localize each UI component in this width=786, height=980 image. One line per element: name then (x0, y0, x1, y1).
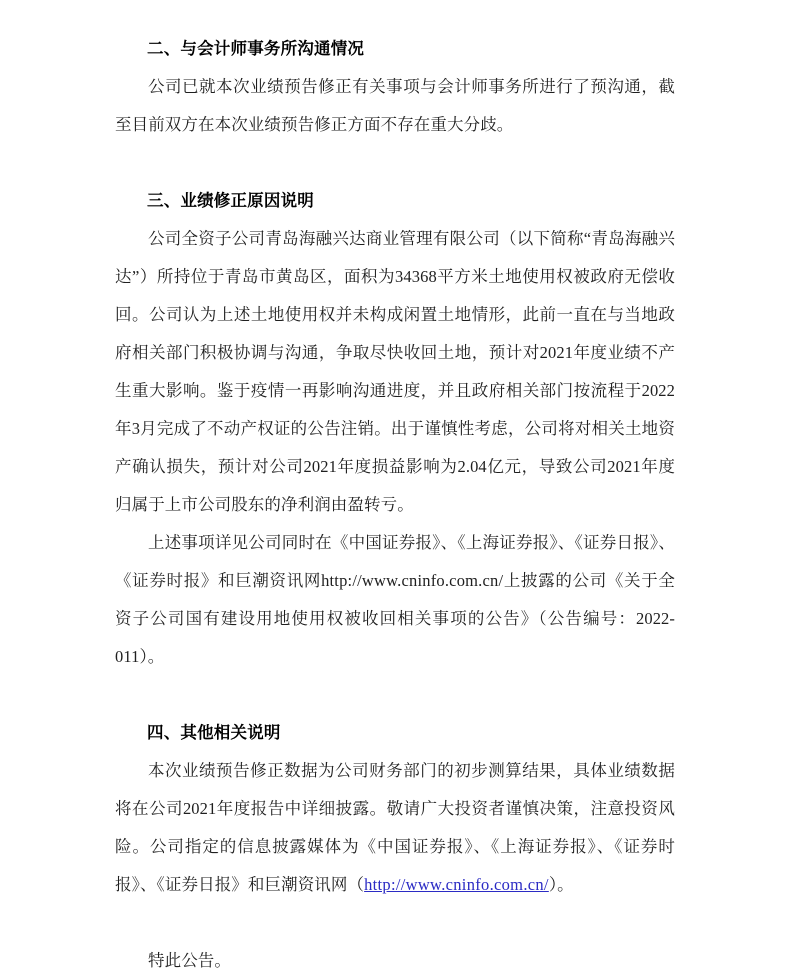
closing-statement: 特此公告。 (148, 951, 231, 970)
section-spacer (115, 144, 675, 182)
reference-text-prefix: 上述事项详见公司同时在《中国证券报》、《上海证券报》、《证券日报》、《证券时报》和巨潮资讯网 (115, 533, 675, 590)
other-info-text-prefix: 本次业绩预告修正数据为公司财务部门的初步测算结果，具体业绩数据将在公司2021年度报告中详细披露。敬请广大投资者谨慎决策，注意投资风险。公司指定的信息披露媒体为《中国证券报》、《上海证券报》、《证券时报》、《证券日报》和巨潮资讯网（ (115, 761, 675, 894)
section-two-paragraph: 公司已就本次业绩预告修正有关事项与会计师事务所进行了预沟通，截至目前双方在本次业绩预告修正方面不存在重大分歧。 (115, 77, 675, 134)
section-three-paragraph-reason: 公司全资子公司青岛海融兴达商业管理有限公司（以下简称“青岛海融兴达”）所持位于青岛市黄岛区，面积为34368平方米土地使用权被政府无偿收回。公司认为上述土地使用权并未构成闲置土地情形，此前一直在与当地政府相关部门积极协调与沟通，争取尽快收回土地，预计对2021年度业绩不产生重大影响。鉴于疫情一再影响沟通进度，并且政府相关部门按流程于2022年3月完成了不动产权证的公告注销。出于谨慎性考虑，公司将对相关土地资产确认损失，预计对公司2021年度损益影响为2.04亿元，导致公司2021年度归属于上市公司股东的净利润由盈转亏。 (115, 229, 675, 514)
cninfo-url-plain: http://www.cninfo.com.cn/ (321, 571, 504, 590)
section-heading-two: 二、与会计师事务所沟通情况 (147, 39, 365, 58)
section-spacer (115, 676, 675, 714)
closing-spacer (115, 904, 675, 942)
cninfo-hyperlink[interactable]: http://www.cninfo.com.cn/ (364, 875, 549, 894)
other-info-text-suffix: ）。 (548, 875, 574, 894)
reference-text-suffix: 上披露的公司《关于全资子公司国有建设用地使用权被收回相关事项的公告》（公告编号：2022-011）。 (115, 571, 676, 666)
section-heading-four: 四、其他相关说明 (147, 723, 281, 742)
section-heading-three: 三、业绩修正原因说明 (147, 191, 314, 210)
section-three-paragraph-reference (115, 524, 675, 676)
section-four-paragraph (115, 752, 675, 904)
document-body (115, 30, 675, 980)
